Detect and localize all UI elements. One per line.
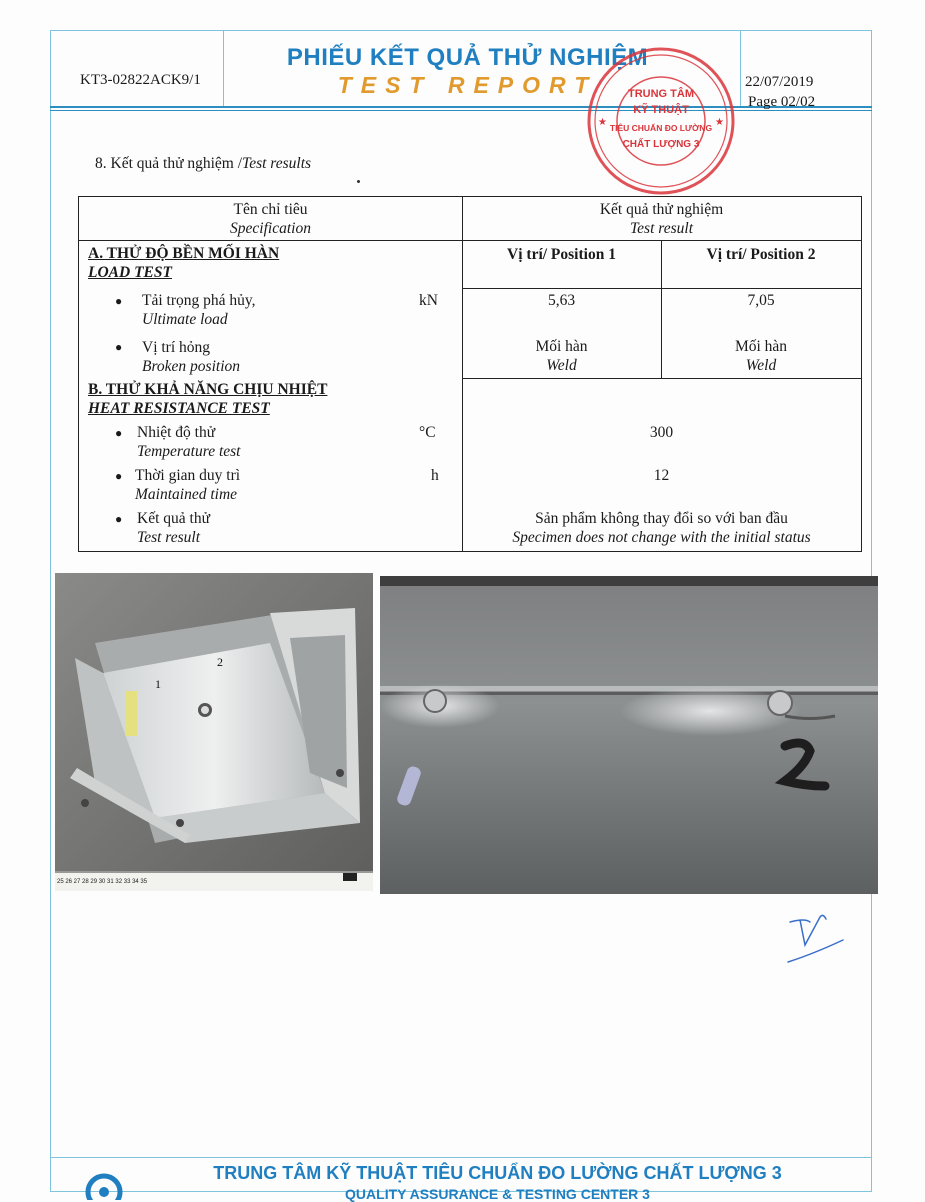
group-b-title: B. THỬ KHẢ NĂNG CHỊU NHIỆT HEAT RESISTANCE TEST	[88, 381, 328, 417]
stray-dot	[357, 180, 360, 183]
row-temperature-label: Nhiệt độ thử Temperature test	[137, 424, 241, 460]
specimen-photo	[55, 573, 373, 891]
footer-rule	[50, 1157, 872, 1158]
svg-text:CHẤT LƯỢNG 3: CHẤT LƯỢNG 3	[622, 139, 700, 150]
ultimate-load-position-1: 5,63	[547, 292, 576, 309]
row-temperature-unit: °C	[419, 424, 436, 441]
svg-text:TIÊU CHUẨN ĐO LƯỜNG: TIÊU CHUẨN ĐO LƯỜNG	[609, 123, 713, 133]
results-table	[78, 196, 862, 552]
group-a-title: A. THỬ ĐỘ BỀN MỐI HÀN LOAD TEST	[88, 245, 280, 281]
row-broken-position-label: Vị trí hỏng Broken position	[142, 339, 241, 375]
broken-position-2: Mối hàn Weld	[734, 338, 788, 374]
row-maintained-time-label: Thời gian duy trì Maintained time	[135, 467, 241, 503]
row-ultimate-load-unit: kN	[419, 292, 438, 309]
footer-center-name-en: QUALITY ASSURANCE & TESTING CENTER 3	[345, 1186, 650, 1202]
bullet-icon: ●	[115, 426, 123, 440]
test-result-value: Sản phẩm không thay đổi so với ban đầu Specimen does not change with the initial status	[512, 510, 811, 546]
report-title-en: TEST REPORT	[337, 72, 598, 98]
bullet-icon: ●	[115, 294, 123, 308]
row-test-result-label: Kết quả thử Test result	[137, 510, 210, 546]
svg-text:★: ★	[598, 117, 607, 128]
broken-position-1: Mối hàn Weld	[535, 338, 588, 374]
report-date: 22/07/2019	[745, 74, 814, 90]
svg-text:TRUNG TÂM: TRUNG TÂM	[628, 88, 694, 100]
svg-text:2: 2	[217, 655, 223, 669]
footer-center-name-vn: TRUNG TÂM KỸ THUẬT TIÊU CHUẨN ĐO LƯỜNG CHẤT LƯỢNG 3	[213, 1163, 782, 1183]
weld-closeup-photo	[380, 576, 878, 894]
ultimate-load-position-2: 7,05	[747, 292, 775, 309]
handwritten-signature	[780, 910, 850, 970]
position-1-header: Vị trí/ Position 1	[507, 246, 616, 263]
svg-text:★: ★	[715, 117, 724, 128]
maintained-time-value: 12	[653, 467, 670, 484]
row-ultimate-load-label: Tải trọng phá hủy, Ultimate load	[142, 292, 256, 328]
bullet-icon: ●	[115, 340, 123, 354]
official-seal-stamp	[585, 45, 737, 197]
temperature-value: 300	[649, 424, 674, 441]
bullet-icon: ●	[115, 512, 123, 526]
bullet-icon: ●	[115, 469, 123, 483]
svg-text:25 26 27 28 29 30 31 32: 25 26 27 28 29 30 31 32 33 34 35	[57, 879, 148, 885]
svg-text:KỸ THUẬT: KỸ THUẬT	[633, 104, 689, 116]
position-2-header: Vị trí/ Position 2	[706, 246, 816, 263]
header-specification: Tên chỉ tiêu Specification	[230, 201, 311, 237]
section-heading: 8. Kết quả thử nghiệm /Test results	[95, 155, 312, 172]
row-maintained-time-unit: h	[431, 467, 439, 484]
page-number: Page 02/02	[748, 94, 816, 110]
report-title-vn: PHIẾU KẾT QUẢ THỬ NGHIỆM	[286, 44, 649, 71]
header-test-result: Kết quả thử nghiệm Test result	[599, 201, 724, 237]
report-code: KT3-02822ACK9/1	[80, 72, 201, 88]
svg-text:1: 1	[155, 677, 161, 691]
